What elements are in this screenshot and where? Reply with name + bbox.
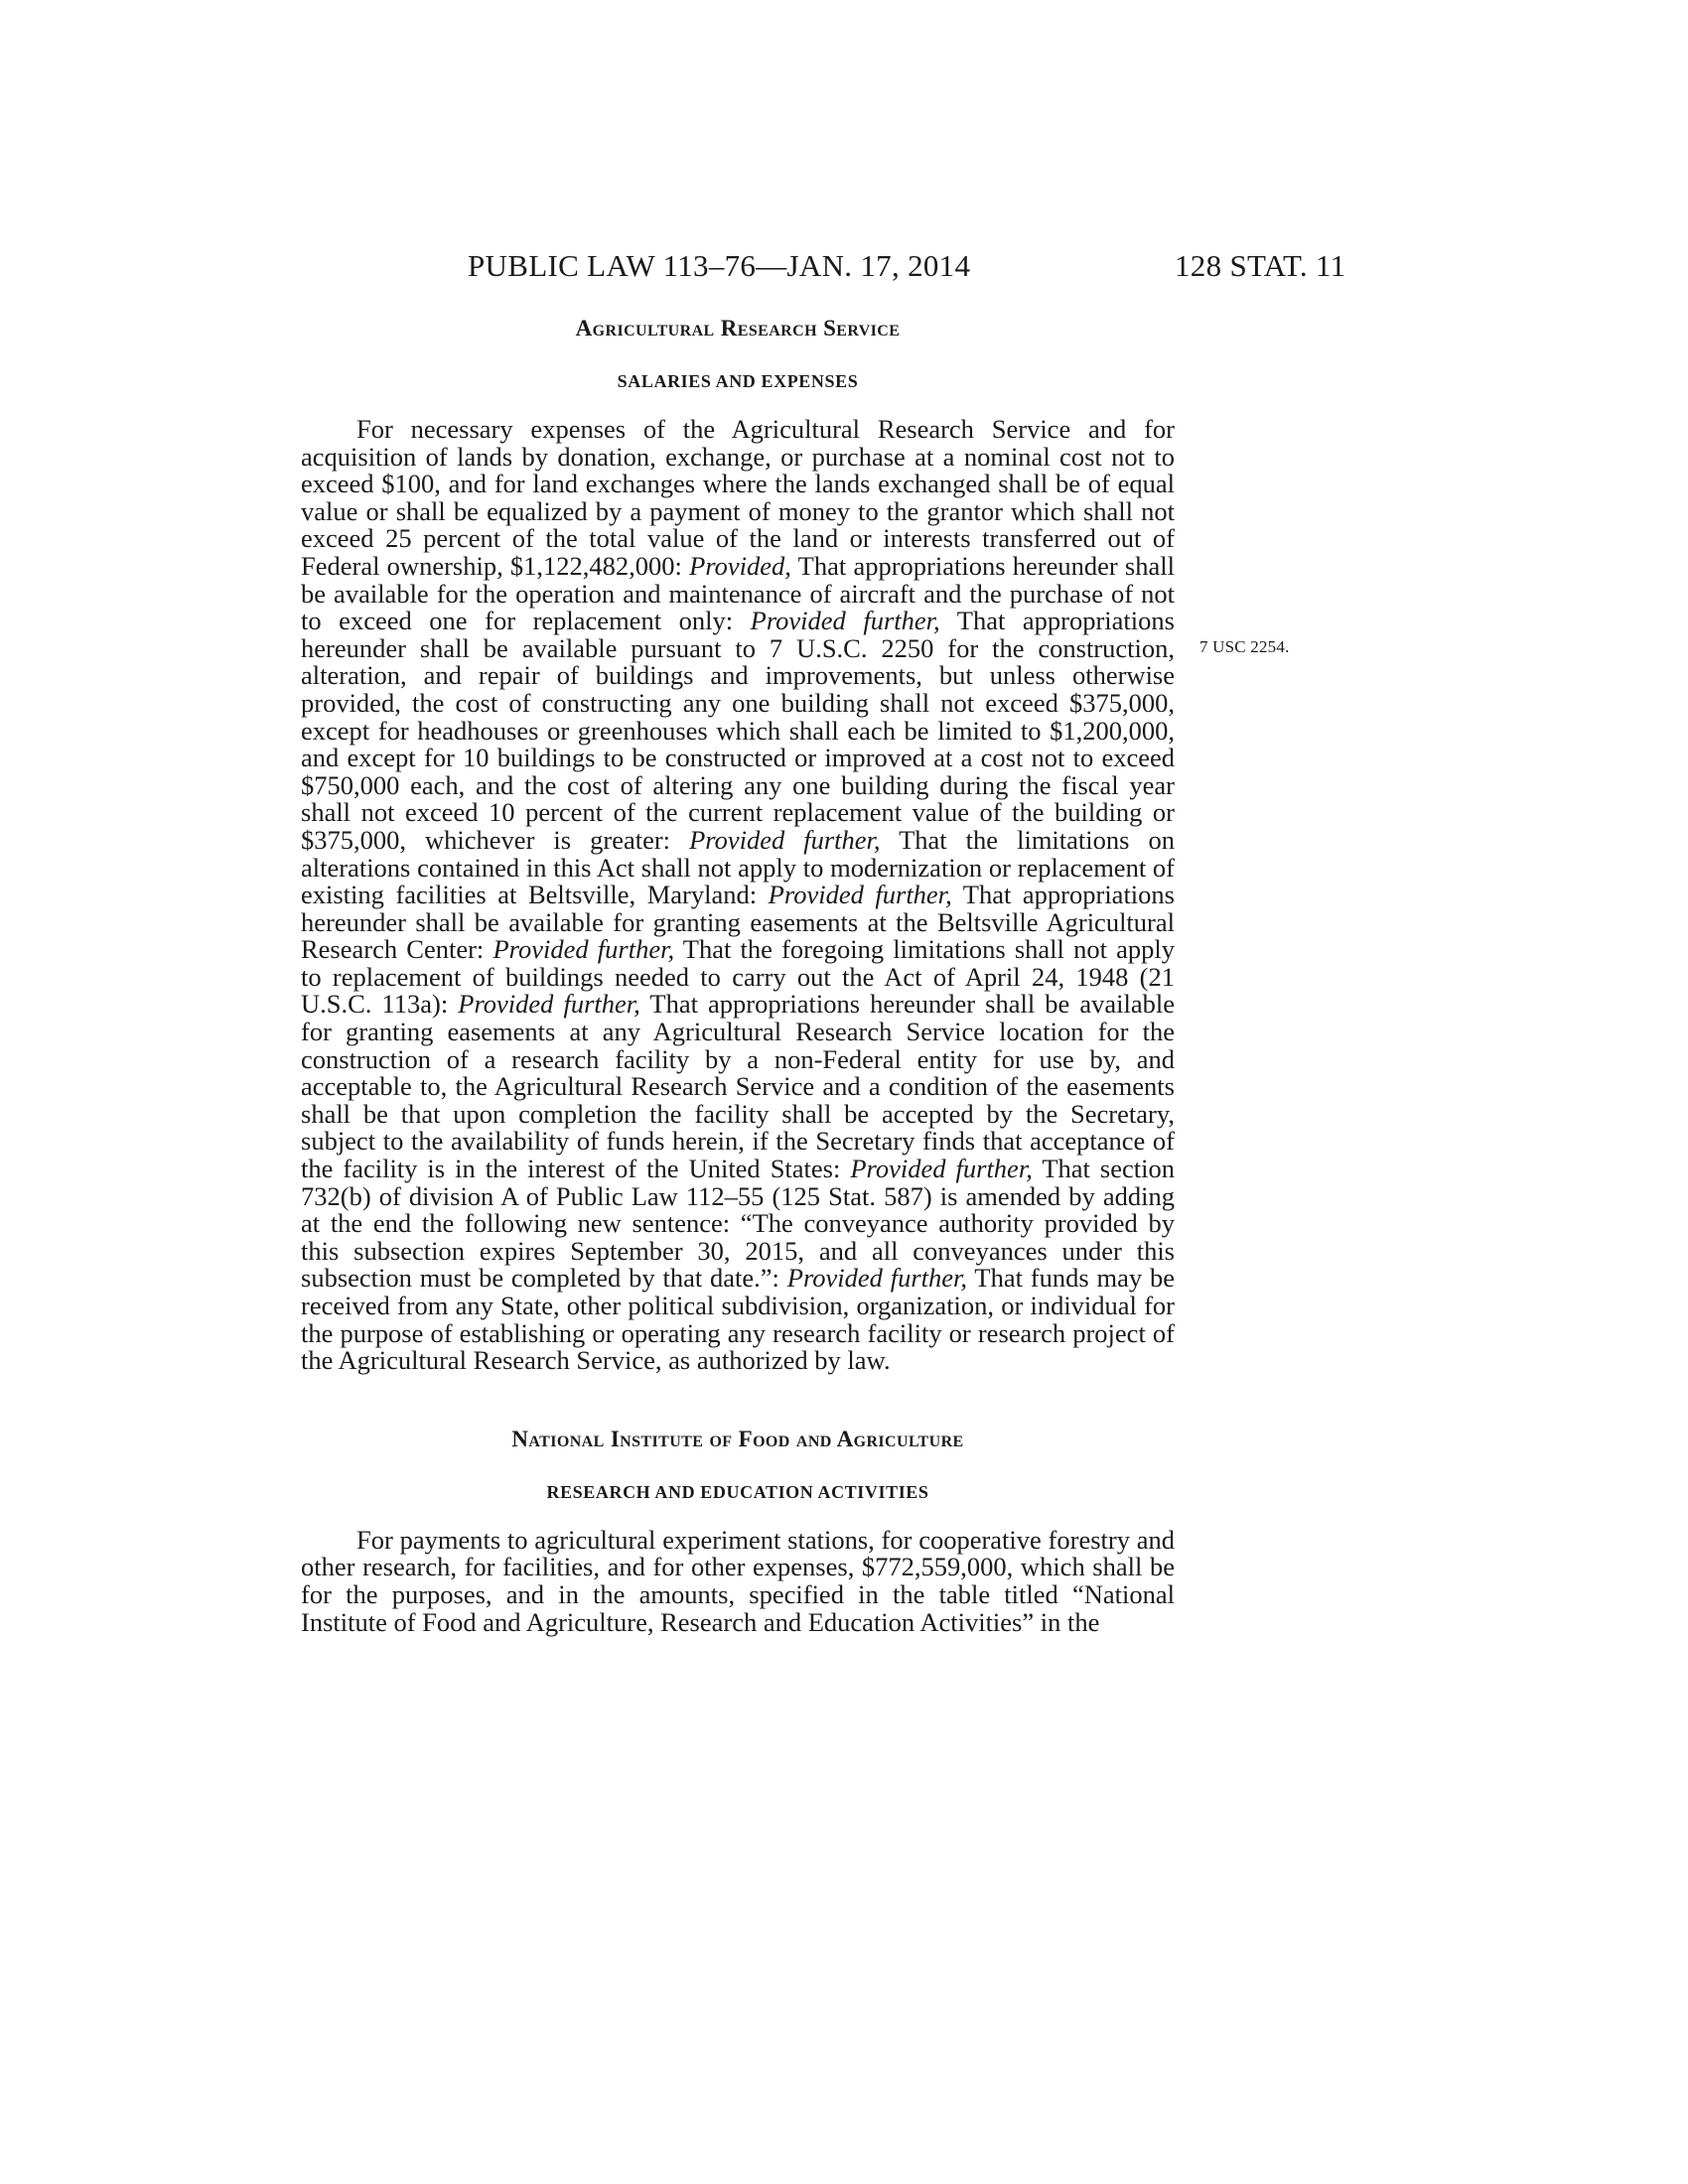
- agency-heading: Agricultural Research Service: [575, 316, 901, 341]
- proviso-text: Provided further,: [768, 880, 952, 910]
- paragraph-text: That appropriations hereunder shall be available pursuant to 7 U.S.C. 2250 for the construction, alteration, and repair of buildings and improvements, but unless otherwise provided, the cost of constructing any one building shall not exceed $375,000, except for headhouses or greenhouses which shall each be limited to $1,200,000, and except for 10 buildings to be constructed or improved at a cost not to exceed $750,000 each, and the cost of altering any one building during the fiscal year shall not exceed 10 percent of the current replacement value of the building or $375,000, whichever is greater:: [301, 606, 1175, 855]
- paragraph-text: That funds may be received from any State, other political subdivision, organization, or individual for the purpose of establishing or operating any research facility or research project of the Agricultural Research Service, as authorized by law.: [301, 1263, 1176, 1376]
- page-body: [301, 316, 1175, 1636]
- paragraph-text: That appropriations hereunder shall be available for the operation and maintenance of aircraft and the purchase of not to exceed one for replacement only:: [301, 550, 1175, 636]
- paragraph-text: That the foregoing limitations shall not apply to replacement of buildings needed to carry out the Act of April 24, 1948 (21 U.S.C. 113a):: [301, 934, 1175, 1020]
- statute-page-number: 128 STAT. 11: [1175, 248, 1346, 283]
- section-agricultural-research-service: [301, 316, 1175, 1375]
- proviso-text: Provided further,: [786, 1263, 968, 1294]
- proviso-text: Provided further,: [750, 606, 940, 636]
- appropriation-paragraph: [301, 416, 1175, 1375]
- paragraph-text: That the limitations on alterations contained in this Act shall not apply to modernization or replacement of existing facilities at Beltsville, Maryland:: [301, 824, 1175, 910]
- margin-citation: 7 USC 2254.: [1199, 637, 1290, 656]
- page-header: [0, 248, 1688, 298]
- proviso-text: Provided further,: [850, 1154, 1033, 1184]
- paragraph-text: That appropriations hereunder shall be available for granting easements at the Beltsville Agricultural Research Center:: [301, 880, 1175, 965]
- section-spacer: [301, 1375, 1175, 1427]
- paragraph-text: That section 732(b) of division A of Public Law 112–55 (125 Stat. 587) is amended by adding at the end the following new sentence: “The conveyance authority provided by this subsection expires September 30, 2015, and all conveyances under this subsection must be completed by that date.”:: [301, 1154, 1175, 1294]
- paragraph-text: That appropriations hereunder shall be available for granting easements at any Agricultural Research Service location for the construction of a research facility by a non-Federal entity for use by, and acceptable to, the Agricultural Research Service and a condition of the easements shall be that upon completion the facility shall be accepted by the Secretary, subject to the availability of funds herein, if the Secretary finds that acceptance of the facility is in the interest of the United States:: [301, 989, 1175, 1184]
- section-nifa: [301, 1427, 1175, 1636]
- paragraph-text: For necessary expenses of the Agricultural Research Service and for acquisition of lands by donation, exchange, or purchase at a nominal cost not to exceed $100, and for land exchanges where the lands exchanged shall be of equal value or shall be equalized by a payment of money to the grantor which shall not exceed 25 percent of the total value of the land or interests transferred out of Federal ownership, $1,122,482,000:: [301, 414, 1175, 581]
- running-head-title: PUBLIC LAW 113–76—JAN. 17, 2014: [468, 248, 971, 283]
- proviso-text: Provided,: [689, 550, 791, 581]
- appropriation-subheading: SALARIES AND EXPENSES: [617, 371, 859, 391]
- proviso-text: Provided further,: [689, 824, 881, 855]
- agency-heading: National Institute of Food and Agriculture: [511, 1426, 964, 1451]
- proviso-text: Provided further,: [492, 934, 675, 965]
- paragraph-text: For payments to agricultural experiment stations, for cooperative forestry and other research, for facilities, and for other expenses, $772,559,000, which shall be for the purposes, and in the amounts, specified in the table titled “National Institute of Food and Agriculture, Research and Education Activities” in the: [301, 1524, 1175, 1637]
- proviso-text: Provided further,: [458, 989, 640, 1020]
- appropriation-paragraph: [301, 1524, 1175, 1637]
- appropriation-subheading: RESEARCH AND EDUCATION ACTIVITIES: [546, 1481, 929, 1502]
